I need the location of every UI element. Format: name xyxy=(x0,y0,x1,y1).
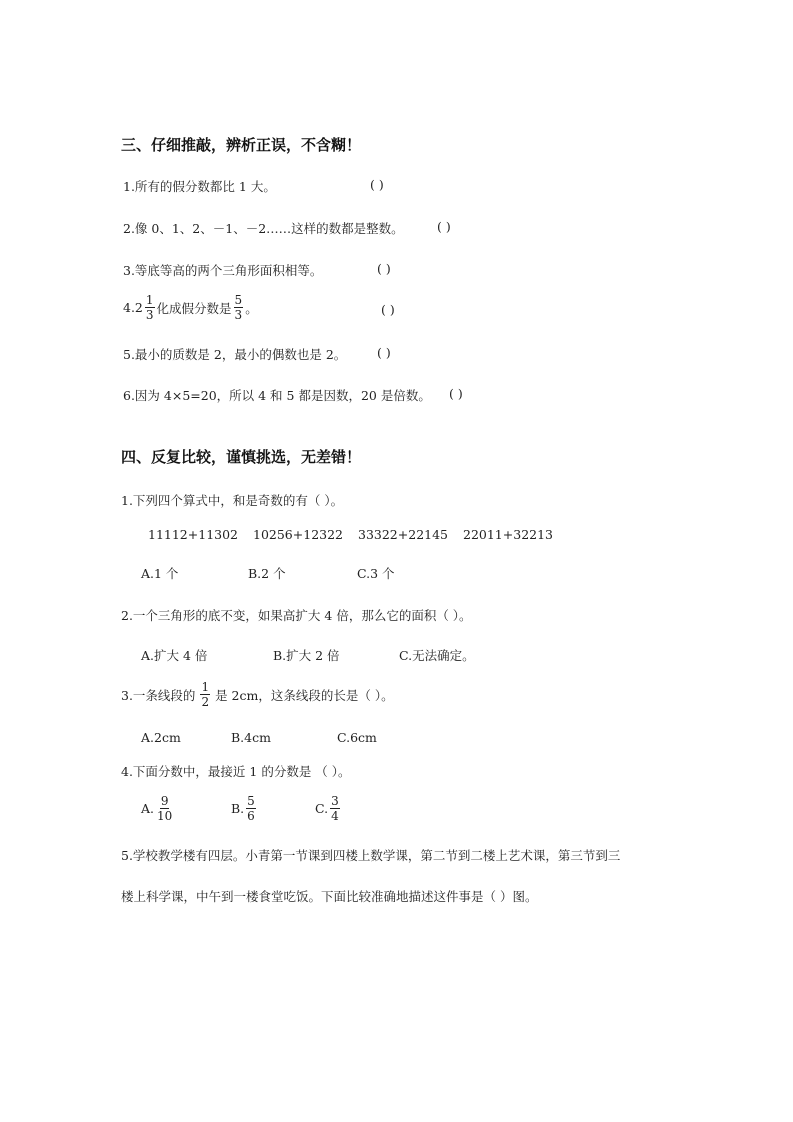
item-4-suffix: 。 xyxy=(245,300,258,316)
judge-item-5: 5.最小的质数是 2，最小的偶数也是 2。 xyxy=(123,347,347,362)
q2-option-b[interactable]: B.扩大 2 倍 xyxy=(273,648,340,663)
expression-2: 10256+12322 xyxy=(253,527,344,542)
q4-option-c[interactable]: C. $\frac{3}{4}$ xyxy=(315,794,339,823)
q2-option-a[interactable]: A.扩大 4 倍 xyxy=(141,648,208,663)
section-4-title: 四、反复比较，谨慎挑选，无差错！ xyxy=(121,448,362,466)
q1-option-a[interactable]: A.1 个 xyxy=(141,566,179,581)
half-fraction: $\frac{1}{2}$ xyxy=(201,680,210,709)
section-3-title: 三、仔细推敲，辨析正误，不含糊！ xyxy=(121,136,362,154)
expression-1: 11112+11302 xyxy=(148,527,239,542)
expression-4: 22011+32213 xyxy=(463,527,554,542)
q3-option-a[interactable]: A.2cm xyxy=(141,730,181,745)
judge-item-2: 2.像 0、1、2、－1、－2……这样的数都是整数。 xyxy=(123,221,404,236)
choice-question-5-line-2: 楼上科学课，中午到一楼食堂吃饭。下面比较准确地描述这件事是（ ）图。 xyxy=(121,889,538,904)
judge-item-4 xyxy=(123,293,258,322)
answer-blank-4[interactable]: ( ) xyxy=(381,302,395,317)
q3-option-b[interactable]: B.4cm xyxy=(231,730,271,745)
q4-option-a[interactable]: A. $\frac{9}{10}$ xyxy=(141,794,173,823)
item-4-prefix: 4.2 xyxy=(123,300,143,315)
choice-question-2: 2.一个三角形的底不变，如果高扩大 4 倍，那么它的面积（ ）。 xyxy=(121,608,472,623)
choice-question-4: 4.下面分数中，最接近 1 的分数是 （ ）。 xyxy=(121,764,351,779)
answer-blank-2[interactable]: ( ) xyxy=(437,219,451,234)
choice-question-5-line-1: 5.学校教学楼有四层。小青第一节课到四楼上数学课，第二节到二楼上艺术课，第三节到三 xyxy=(121,848,621,863)
judge-item-6: 6.因为 4×5=20，所以 4 和 5 都是因数，20 是倍数。 xyxy=(123,388,431,403)
answer-blank-6[interactable]: ( ) xyxy=(449,386,463,401)
improper-fraction: $\frac{5}{3}$ xyxy=(234,293,243,322)
judge-item-3: 3.等底等高的两个三角形面积相等。 xyxy=(123,263,323,278)
q2-option-c[interactable]: C.无法确定。 xyxy=(399,648,475,663)
answer-blank-5[interactable]: ( ) xyxy=(377,345,391,360)
item-4-middle: 化成假分数是 xyxy=(156,300,232,316)
q1-option-c[interactable]: C.3 个 xyxy=(357,566,395,581)
answer-blank-3[interactable]: ( ) xyxy=(377,261,391,276)
judge-item-1: 1.所有的假分数都比 1 大。 xyxy=(123,179,276,194)
q4-option-b[interactable]: B. $\frac{5}{6}$ xyxy=(231,794,255,823)
choice-question-3: 3.一条线段的 $\frac{1}{2}$ 是 2cm，这条线段的长是（ ）。 xyxy=(121,680,394,709)
choice-question-1: 1.下列四个算式中，和是奇数的有（ ）。 xyxy=(121,493,344,508)
expression-3: 33322+22145 xyxy=(358,527,449,542)
mixed-fraction: $\frac{1}{3}$ xyxy=(145,293,154,322)
q1-option-b[interactable]: B.2 个 xyxy=(248,566,286,581)
q3-option-c[interactable]: C.6cm xyxy=(337,730,377,745)
answer-blank-1[interactable]: ( ) xyxy=(370,177,384,192)
